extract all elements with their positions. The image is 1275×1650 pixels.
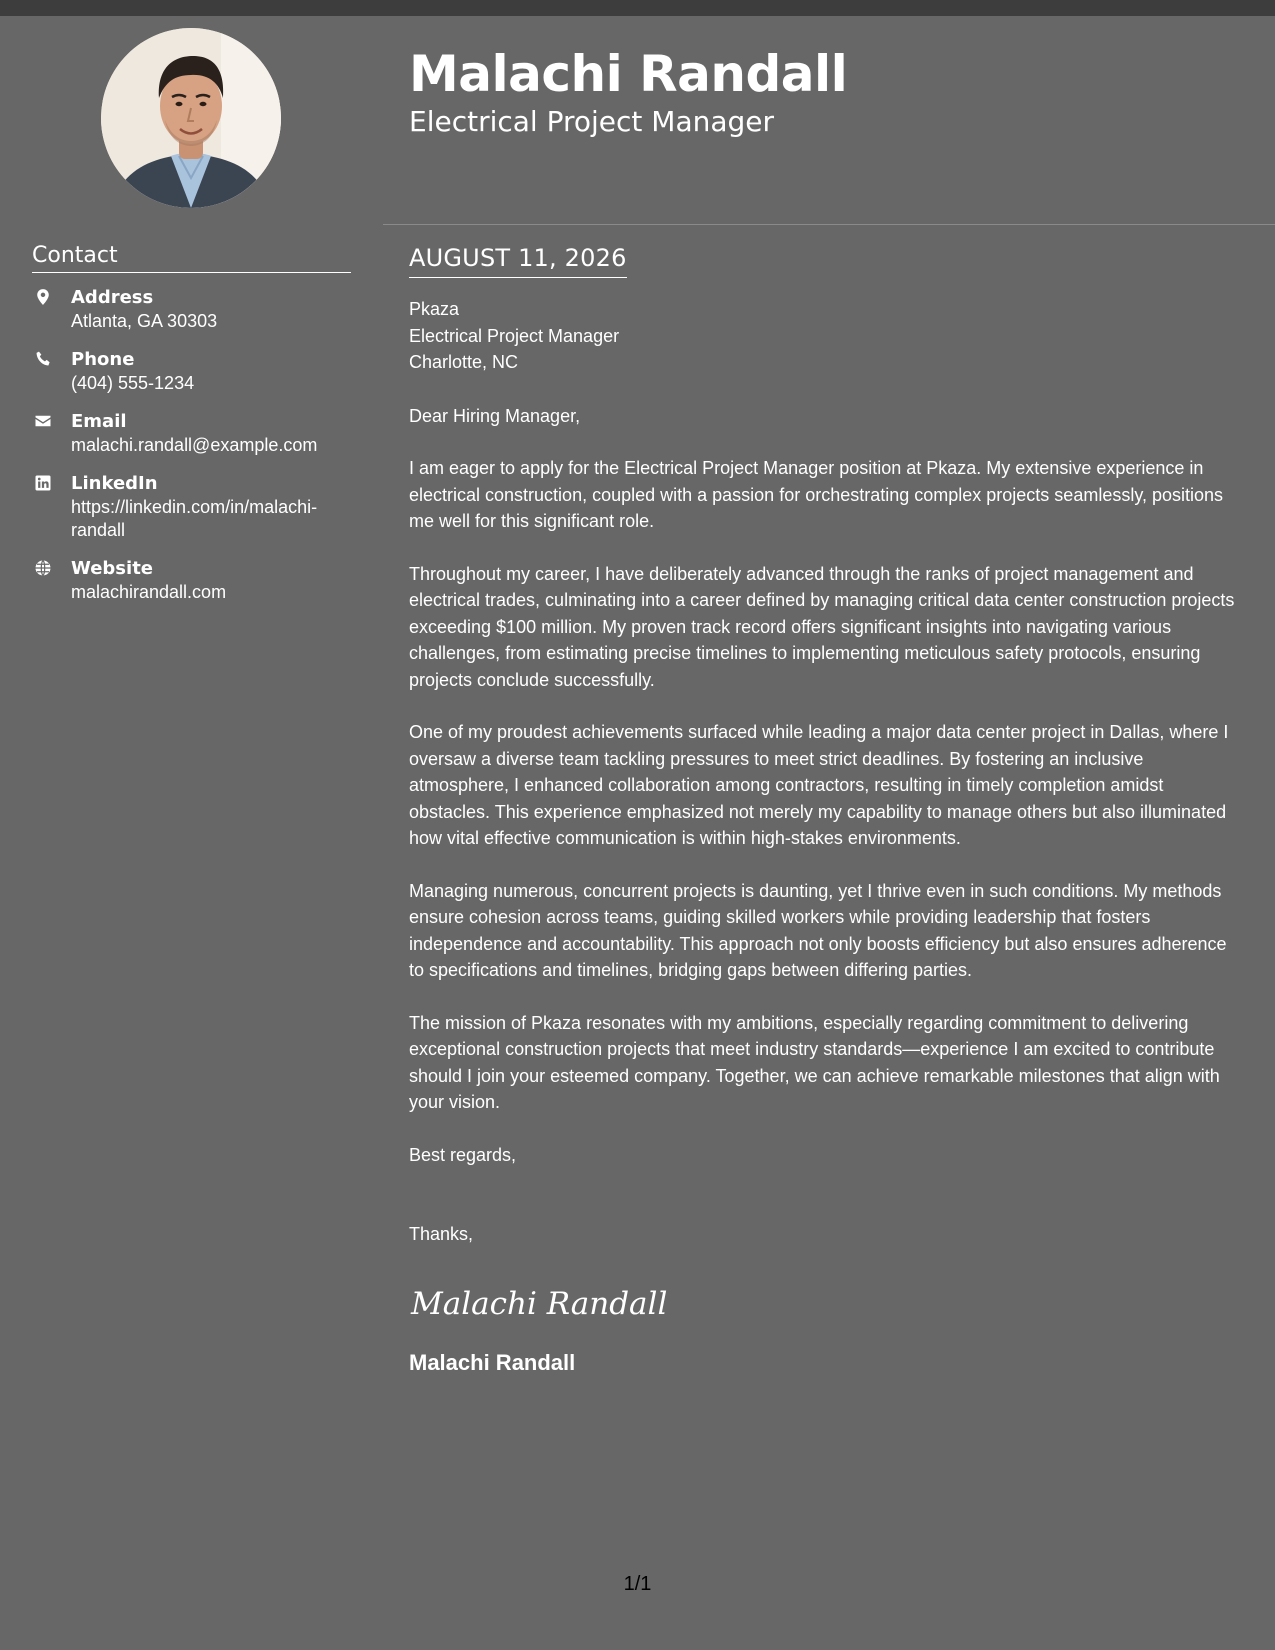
recipient-position: Electrical Project Manager xyxy=(409,325,620,346)
profile-photo xyxy=(101,28,281,208)
paragraph: The mission of Pkaza resonates with my ambitions, especially regarding commitment to delivering exceptional construction projects that meet industry standards—experience I am excited to contribute should I join your esteemed company. Together, we can achieve remarkable milestones that align with your vision. xyxy=(409,1012,1220,1112)
location-pin-icon xyxy=(34,288,52,306)
header xyxy=(383,16,1275,225)
contact-item-email xyxy=(32,410,351,457)
globe-icon xyxy=(34,559,52,577)
email-link[interactable]: malachi.randall@example.com xyxy=(71,435,318,455)
contact-label: Email xyxy=(71,411,127,432)
top-bar xyxy=(0,0,1275,16)
contact-item-linkedin xyxy=(32,472,351,542)
signature-glyphs: Malachi Randall xyxy=(411,1285,668,1322)
address-value: Atlanta, GA 30303 xyxy=(71,311,218,331)
signer-name: Malachi Randall xyxy=(409,1349,576,1375)
page-number: 1/1 xyxy=(623,1573,652,1595)
contact-label: Address xyxy=(71,287,154,308)
recipient-location: Charlotte, NC xyxy=(409,352,519,372)
contact-label: Phone xyxy=(71,349,135,370)
phone-icon xyxy=(34,350,52,368)
envelope-icon xyxy=(34,412,52,430)
paragraph: Managing numerous, concurrent projects is daunting, yet I thrive even in such conditions. My methods ensure cohesion across teams, guiding skilled workers while providing leadership that fosters independence and accountability. This approach not only boosts efficiency but also ensures adherence to specifications and timelines, bridging gaps between differing parties. xyxy=(409,880,1227,980)
handwritten-signature xyxy=(409,1278,1245,1326)
paragraph: I am eager to apply for the Electrical Project Manager position at Pkaza. My extensive experience in electrical construction, coupled with a passion for orchestrating complex projects seamlessly, positions me well for this significant role. xyxy=(409,458,1224,531)
contact-item-address xyxy=(32,286,351,333)
letter-text xyxy=(409,403,1245,1248)
avatar xyxy=(101,28,281,208)
thanks: Thanks, xyxy=(409,1224,474,1244)
salutation: Dear Hiring Manager, xyxy=(409,405,581,426)
website-link[interactable]: malachirandall.com xyxy=(71,582,227,602)
letter-body xyxy=(409,243,1245,1378)
paragraph: One of my proudest achievements surfaced while leading a major data center project in Dallas, where I oversaw a diverse team tackling pressures to meet strict deadlines. By fostering an inclusive atmosphere, I enhanced collaboration among contractors, resulting in timely completion amidst obstacles. This experience emphasized not merely my capability to manage others but also illuminated how vital effective communication is within high-stakes environments. xyxy=(409,722,1229,848)
contact-section-title: Contact xyxy=(32,242,351,273)
closing: Best regards, xyxy=(409,1144,517,1165)
recipient-company: Pkaza xyxy=(409,299,460,319)
contact-label: LinkedIn xyxy=(71,473,158,494)
linkedin-link[interactable]: https://linkedin.com/in/malachi-randall xyxy=(71,497,318,540)
contact-list xyxy=(32,286,351,619)
paragraph: Throughout my career, I have deliberately advanced through the ranks of project management and electrical trades, culminating into a career defined by managing critical data center construction projects exceeding $100 million. My proven track record offers significant insights into navigating various challenges, from estimating precise timelines to implementing meticulous safety protocols, ensuring projects conclude successfully. xyxy=(409,563,1235,690)
candidate-name: Malachi Randall xyxy=(409,45,848,103)
phone-value: (404) 555-1234 xyxy=(71,373,195,393)
candidate-role: Electrical Project Manager xyxy=(409,105,775,138)
contact-item-website xyxy=(32,557,351,604)
sidebar xyxy=(0,16,383,1650)
letter-date: AUGUST 11, 2026 xyxy=(409,243,627,278)
contact-item-phone xyxy=(32,348,351,395)
cover-letter-page xyxy=(0,16,1275,1650)
linkedin-icon xyxy=(34,474,52,492)
recipient-block xyxy=(409,296,1245,376)
contact-label: Website xyxy=(71,558,154,579)
